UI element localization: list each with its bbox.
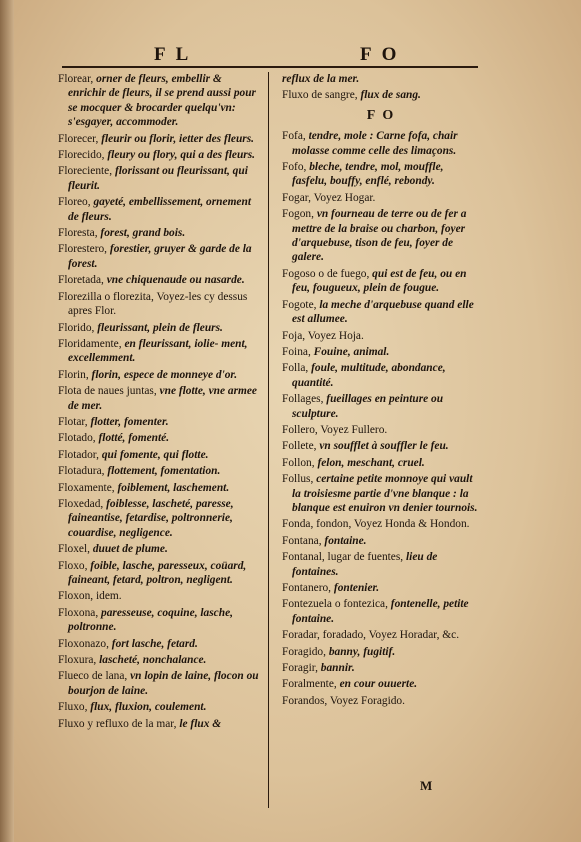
entry-definition: vn soufflet à souffler le feu. <box>316 440 449 453</box>
column-divider <box>268 72 269 808</box>
entry-headword: Fontanero, <box>282 582 332 594</box>
entry-definition: orner de fleurs, embellir & enrichir de fleurs, il se prend aussi pour se mocquer & brocarder quelqu'vn: s'esgayer, accommoder. <box>68 73 256 129</box>
entry-headword: Foragido, <box>282 645 326 658</box>
entry-headword: Fogar, Voyez Hogar. <box>282 191 376 204</box>
dictionary-entry <box>282 694 480 708</box>
dictionary-entry <box>282 345 480 359</box>
entry-headword: Floxamente, <box>58 481 115 494</box>
entry-definition: reflux de la mer. <box>282 73 360 85</box>
dictionary-entry <box>282 581 480 595</box>
dictionary-entry <box>58 669 262 698</box>
dictionary-entry <box>58 321 262 335</box>
entry-definition: qui fomente, qui flotte. <box>99 448 209 461</box>
entry-headword: Florido, <box>58 321 95 334</box>
dictionary-entry <box>282 267 480 296</box>
header-rule <box>62 66 478 68</box>
dictionary-entry <box>58 653 262 667</box>
dictionary-entry <box>282 628 480 642</box>
entry-definition: le flux & <box>176 717 222 730</box>
entry-definition: vne chiquenaude ou nasarde. <box>103 274 245 287</box>
entry-definition: paresseuse, coquine, lasche, poltronne. <box>68 606 233 634</box>
entry-headword: Floxona, <box>58 606 99 619</box>
entry-headword: Floxon, idem. <box>58 590 122 603</box>
entry-definition: lascheté, nonchalance. <box>96 654 207 667</box>
dictionary-entry <box>58 606 262 635</box>
entry-definition: fleurir ou florir, ietter des fleurs. <box>98 132 255 145</box>
dictionary-entry <box>58 148 262 162</box>
dictionary-entry <box>58 195 262 224</box>
dictionary-entry <box>282 645 480 659</box>
entry-definition: fontenier. <box>331 582 380 594</box>
entry-definition: flux, fluxion, coulement. <box>87 701 207 714</box>
entry-headword: Floreo, <box>58 196 91 209</box>
dictionary-entry <box>282 72 480 86</box>
entry-definition: flottement, fomentation. <box>104 465 221 478</box>
entry-definition: qui est de feu, ou en feu, fougueux, plein de fougue. <box>292 267 467 295</box>
entry-headword: Floresta, <box>58 227 98 240</box>
dictionary-entry <box>282 423 480 437</box>
entry-definition: foiblesse, lascheté, paresse, faineantise, fetardise, poltronnerie, couardise, negligence. <box>68 497 234 539</box>
dictionary-entry <box>58 497 262 540</box>
entry-headword: Fontanal, lugar de fuentes, <box>282 551 404 564</box>
entry-definition: vn fourneau de terre ou de fer a mettre de la braise ou charbon, foyer d'arquebuse, tison de feu, foyer de galere. <box>292 208 467 264</box>
dictionary-entry <box>58 290 262 319</box>
entry-headword: Fluxo, <box>58 701 88 714</box>
entry-headword: Florin, <box>58 368 89 381</box>
entry-headword: Florecer, <box>58 132 99 145</box>
section-heading: F O <box>366 107 396 123</box>
running-header <box>60 44 478 66</box>
entry-headword: Flotar, <box>58 415 88 428</box>
dictionary-entry <box>58 242 262 271</box>
entry-definition: gayeté, embellissement, ornement de fleurs. <box>68 196 251 223</box>
dictionary-entry <box>58 637 262 651</box>
entry-definition: banny, fugitif. <box>325 645 396 658</box>
entry-headword: Fofa, <box>282 130 306 143</box>
dictionary-entry <box>282 207 480 265</box>
entry-headword: Folla, <box>282 362 309 375</box>
entry-definition: felon, meschant, cruel. <box>314 456 425 469</box>
entry-definition: duuet de plume. <box>89 543 168 556</box>
dictionary-entry <box>58 481 262 495</box>
dictionary-entry <box>58 226 262 240</box>
entry-headword: Floridamente, <box>58 337 122 350</box>
entry-headword: Floxo, <box>58 559 88 572</box>
entry-headword: Floretada, <box>58 274 104 287</box>
dictionary-entry <box>58 337 262 366</box>
entry-headword: Foina, <box>282 345 311 358</box>
catchword: M <box>420 778 433 793</box>
dictionary-entry <box>282 298 480 327</box>
dictionary-entry <box>58 431 262 445</box>
entry-definition: bannir. <box>317 662 355 675</box>
entry-headword: Fogote, <box>282 298 317 311</box>
dictionary-entry <box>282 517 480 531</box>
dictionary-entry <box>282 534 480 548</box>
entry-headword: Floxel, <box>58 543 90 556</box>
entry-definition: la meche d'arquebuse quand elle est allumee. <box>292 298 474 326</box>
entry-definition: Fouine, animal. <box>310 345 390 358</box>
entry-headword: Florezilla o florezita, Voyez-les cy dessus apres Flor. <box>58 290 248 318</box>
dictionary-entry <box>282 88 480 102</box>
entry-headword: Florestero, <box>58 243 108 256</box>
entry-definition: fontenelle, petite fontaine. <box>292 598 469 625</box>
dictionary-entry <box>58 368 262 382</box>
dictionary-entry <box>58 415 262 429</box>
entry-definition: en cour ouuerte. <box>336 678 418 691</box>
entry-definition: lieu de fontaines. <box>292 551 438 578</box>
dictionary-entry <box>58 448 262 462</box>
dictionary-entry <box>58 273 262 287</box>
entry-headword: Foragir, <box>282 662 318 675</box>
dictionary-entry <box>282 129 480 158</box>
dictionary-entry <box>282 597 480 626</box>
entry-headword: Florear, <box>58 73 94 85</box>
entry-headword: Flotado, <box>58 432 96 445</box>
entry-definition: foiblement, laschement. <box>114 481 230 494</box>
entry-headword: Fontezuela o fontezica, <box>282 598 388 611</box>
entry-definition: vne flotte, vne armee de mer. <box>68 385 257 412</box>
left-column <box>58 72 262 733</box>
entry-definition: en fleurissant, iolie- ment, excellemment. <box>68 337 248 365</box>
entry-headword: Fluxo de sangre, <box>282 89 358 102</box>
dictionary-entry <box>282 160 480 189</box>
dictionary-entry <box>58 164 262 193</box>
entry-headword: Floreciente, <box>58 165 113 178</box>
entry-headword: Follete, <box>282 440 317 453</box>
entry-headword: Follon, <box>282 456 315 469</box>
dictionary-entry <box>282 472 480 515</box>
entry-headword: Fluxo y refluxo de la mar, <box>58 717 177 730</box>
entry-headword: Foja, Voyez Hoja. <box>282 329 364 342</box>
dictionary-entry <box>58 717 262 731</box>
entry-headword: Floxedad, <box>58 497 104 510</box>
dictionary-entry <box>58 384 262 413</box>
entry-headword: Foradar, foradado, Voyez Horadar, &c. <box>282 629 460 642</box>
entry-definition: fleurissant, plein de fleurs. <box>94 321 223 334</box>
entry-headword: Flota de naues juntas, <box>58 385 157 398</box>
dictionary-entry <box>282 329 480 343</box>
entry-headword: Fontana, <box>282 534 322 547</box>
entry-headword: Fogon, <box>282 208 314 221</box>
dictionary-entry <box>282 550 480 579</box>
entry-definition: vn lopin de laine, flocon ou bourjon de laine. <box>68 670 259 697</box>
entry-headword: Florecido, <box>58 149 105 162</box>
entry-headword: Follages, <box>282 393 324 406</box>
entry-definition: fleury ou flory, qui a des fleurs. <box>104 149 256 162</box>
dictionary-entry <box>282 392 480 421</box>
entry-definition: flotté, fomenté. <box>95 432 170 445</box>
dictionary-entry <box>282 456 480 470</box>
dictionary-entry <box>282 191 480 205</box>
dictionary-entry <box>282 439 480 453</box>
entry-headword: Fonda, fondon, Voyez Honda & Hondon. <box>282 518 470 531</box>
dictionary-entry <box>58 72 262 130</box>
entry-headword: Flotador, <box>58 448 99 461</box>
header-left: F L <box>154 44 192 65</box>
entry-headword: Forandos, Voyez Foragido. <box>282 694 405 707</box>
entry-headword: Floxonazo, <box>58 637 109 650</box>
dictionary-entry <box>58 589 262 603</box>
page-edge-shadow <box>0 0 14 842</box>
entry-headword: Fofo, <box>282 161 307 174</box>
entry-definition: tendre, mole : Carne fofa, chair molasse comme celle des limaçons. <box>292 130 458 157</box>
entry-definition: florin, espece de monneye d'or. <box>88 368 238 381</box>
dictionary-entry <box>58 464 262 478</box>
entry-headword: Follero, Voyez Fullero. <box>282 423 388 436</box>
dictionary-entry <box>58 542 262 556</box>
entry-definition: certaine petite monnoye qui vault la troisiesme partie d'vne blanque : la blanque est enuiron vn denier tournois. <box>292 473 478 514</box>
dictionary-entry <box>282 661 480 675</box>
entry-headword: Flueco de lana, <box>58 670 128 683</box>
entry-definition: fueillages en peinture ou sculpture. <box>292 393 444 420</box>
entry-definition: forest, grand bois. <box>97 227 186 240</box>
dictionary-entry <box>58 559 262 588</box>
dictionary-entry <box>282 361 480 390</box>
entry-definition: forestier, gruyer & garde de la forest. <box>68 243 252 270</box>
entry-headword: Flotadura, <box>58 465 105 478</box>
dictionary-entry <box>58 700 262 714</box>
entry-definition: fort lasche, fetard. <box>108 637 198 650</box>
entry-headword: Foralmente, <box>282 678 337 691</box>
dictionary-entry <box>282 677 480 691</box>
entry-definition: foule, multitude, abondance, quantité. <box>292 362 446 389</box>
entry-definition: flotter, fomenter. <box>87 415 169 428</box>
right-column <box>282 72 480 710</box>
header-right: F O <box>360 44 400 65</box>
entry-headword: Floxura, <box>58 654 97 667</box>
entry-definition: bleche, tendre, mol, mouffle, fasfelu, bouffy, enflé, rebondy. <box>292 161 444 188</box>
entry-definition: flux de sang. <box>357 89 421 102</box>
entry-definition: foible, lasche, paresseux, coüard, faineant, fetard, poltron, negligent. <box>68 559 247 586</box>
entry-headword: Fogoso o de fuego, <box>282 267 370 280</box>
entry-definition: florissant ou fleurissant, qui fleurit. <box>68 165 248 192</box>
entry-definition: fontaine. <box>321 534 367 547</box>
entry-headword: Follus, <box>282 473 314 486</box>
dictionary-entry <box>58 132 262 146</box>
